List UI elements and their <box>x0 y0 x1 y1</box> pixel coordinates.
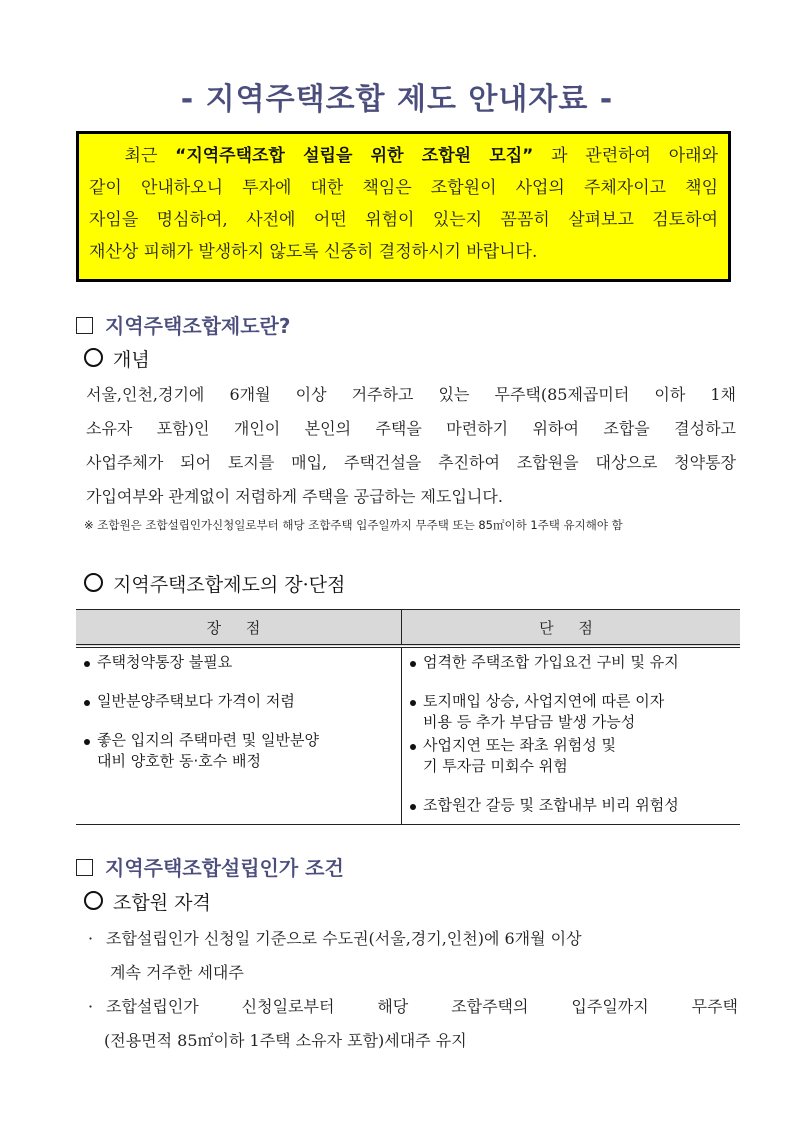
qualification-item-continued: (전용면적 85㎡이하 1주택 소유자 포함)세대주 유지 <box>104 1031 467 1050</box>
header-cons: 단 점 <box>402 610 741 647</box>
cons-cell <box>402 646 741 825</box>
notice-suffix: 과 관련하여 아래와 <box>533 146 718 166</box>
cons-item: 사업지연 또는 좌초 위험성 및 기 투자금 미회수 위험 <box>410 735 740 777</box>
sub-heading-text: 개념 <box>113 349 150 371</box>
section-heading-text: 지역주택조합설립인가 조건 <box>105 856 344 880</box>
table-header-row <box>76 610 740 647</box>
circle-bullet-icon <box>84 573 103 592</box>
qualification-item: · 조합설립인가 신청일로부터 해당 조합주택의 입주일까지 무주택 <box>88 990 738 1024</box>
square-bullet-icon <box>76 859 93 876</box>
section-heading-text: 지역주택조합제도란? <box>105 314 291 338</box>
concept-footnote: ※ 조합원은 조합설립인가신청일로부터 해당 조합주택 입주일까지 무주택 또는 85㎡이하 1주택 유지해야 함 <box>84 518 623 532</box>
notice-line-3: 자임을 명심하여, 사전에 어떤 위험이 있는지 꼼꼼히 살펴보고 검토하여 <box>89 210 718 230</box>
concept-line: 가입여부와 관계없이 저렴하게 주택을 공급하는 제도입니다. <box>86 487 503 506</box>
sub-heading-pros-cons <box>84 570 345 597</box>
section-heading-what-is <box>76 310 290 339</box>
middle-dot-icon: · <box>88 997 94 1016</box>
qualification-list <box>88 922 738 1058</box>
sub-heading-qualification <box>84 888 211 915</box>
circle-bullet-icon <box>84 891 103 910</box>
notice-line-2: 같이 안내하오니 투자에 대한 책임은 조합원이 사업의 주체자이고 책임 <box>89 178 718 198</box>
cons-item: 엄격한 주택조합 가입요건 구비 및 유지 <box>410 652 740 673</box>
table-row <box>76 646 740 825</box>
pros-cell <box>76 646 402 825</box>
page-title: - 지역주택조합 제도 안내자료 - <box>180 82 614 117</box>
sub-heading-text: 조합원 자격 <box>113 892 211 914</box>
notice-box <box>76 131 731 282</box>
pros-item: 좋은 입지의 주택마련 및 일반분양 대비 양호한 동·호수 배정 <box>84 730 401 772</box>
concept-line: 소유자 포함)인 개인이 본인의 주택을 마련하기 위하여 조합을 결성하고 <box>86 419 736 438</box>
qualification-item-continued: 계속 거주한 세대주 <box>110 963 244 982</box>
notice-prefix: 최근 <box>124 146 176 166</box>
pros-item: 주택청약통장 불필요 <box>84 652 401 673</box>
cons-item: 조합원간 갈등 및 조합내부 비리 위험성 <box>410 795 740 816</box>
notice-line-1 <box>79 140 728 172</box>
middle-dot-icon: · <box>88 929 94 948</box>
pros-cons-table <box>76 609 740 825</box>
concept-line: 서울,인천,경기에 6개월 이상 거주하고 있는 무주택(85제곱미터 이하 1채 <box>86 385 736 404</box>
circle-bullet-icon <box>84 348 103 367</box>
qualification-item: · 조합설립인가 신청일 기준으로 수도권(서울,경기,인천)에 6개월 이상 <box>88 922 738 956</box>
concept-line: 사업주체가 되어 토지를 매입, 주택건설을 추진하여 조합원을 대상으로 청약통장 <box>86 453 736 472</box>
square-bullet-icon <box>76 317 93 334</box>
concept-paragraph <box>86 378 736 514</box>
notice-line-4: 재산상 피해가 발생하지 않도록 신중히 결정하시기 바랍니다. <box>89 242 538 262</box>
cons-item: 토지매입 상승, 사업지연에 따른 이자 비용 등 추가 부담금 발생 가능성 <box>410 691 740 733</box>
pros-item: 일반분양주택보다 가격이 저렴 <box>84 691 401 712</box>
header-pros: 장 점 <box>76 610 402 647</box>
section-heading-conditions <box>76 852 344 881</box>
notice-bold-quote: “지역주택조합 설립을 위한 조합원 모집” <box>175 146 534 166</box>
sub-heading-concept <box>84 345 150 372</box>
sub-heading-text: 지역주택조합제도의 장·단점 <box>113 574 346 596</box>
